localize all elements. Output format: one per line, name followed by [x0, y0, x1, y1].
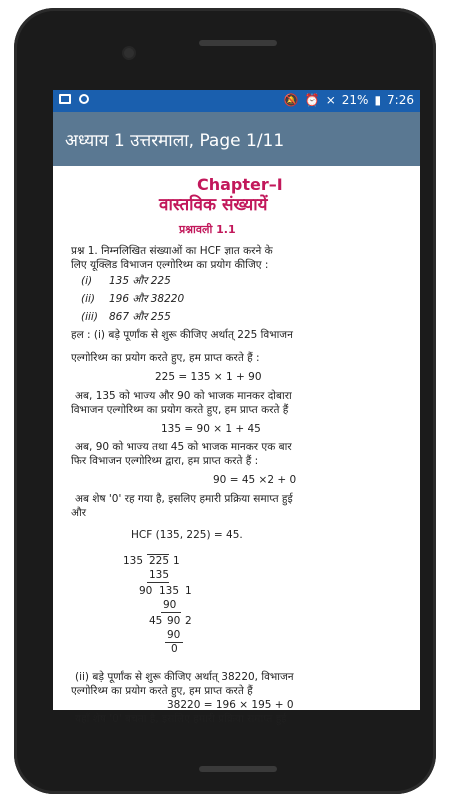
equation-3: 90 = 45 ×2 + 0	[213, 474, 297, 486]
division-divisor-1: 135	[123, 555, 144, 567]
equation-2: 135 = 90 × 1 + 45	[161, 423, 261, 435]
bottom-speaker	[199, 766, 277, 772]
circle-icon	[79, 94, 89, 104]
screen	[53, 90, 420, 725]
solution-ii-line2: एल्गोरिथ्म का प्रयोग करते हुए, हम प्राप्त करते हैं	[71, 685, 253, 697]
solution-line7: अब शेष '0' रह गया है, इसलिए हमारी प्रक्रिया समाप्त हुई	[75, 493, 293, 505]
solution-line3: अब, 135 को भाज्य और 90 को भाजक मानकर दोबारा	[75, 390, 292, 402]
division-divisor-2: 90	[139, 585, 153, 597]
image-icon	[59, 94, 71, 104]
division-quotient-1: 1	[173, 555, 180, 567]
q1-ii: 196 और 38220	[109, 293, 185, 305]
division-step-1: 135	[149, 569, 170, 581]
battery-percent: 21%	[341, 93, 369, 107]
front-camera	[124, 48, 134, 58]
scanned-page	[63, 175, 410, 725]
battery-icon: ▮	[374, 93, 382, 107]
chapter-title: वास्तविक संख्यायें	[159, 195, 268, 215]
division-step-2: 90	[163, 599, 177, 611]
equation-1: 225 = 135 × 1 + 90	[155, 371, 262, 383]
solution-line1: हल : (i) बड़े पूर्णांक से शुरू कीजिए अर्थात् 225 विभाजन	[71, 329, 293, 341]
q1-line1: प्रश्न 1. निम्नलिखित संख्याओं का HCF ज्ञात करने के	[71, 245, 273, 257]
division-quotient-2: 1	[185, 585, 192, 597]
division-dividend-2: 135	[159, 585, 180, 597]
no-signal-icon: ⨯	[325, 93, 336, 107]
q1-iii: 867 और 255	[109, 311, 171, 323]
division-divisor-3: 45	[149, 615, 163, 627]
solution-line4: विभाजन एल्गोरिथ्म का प्रयोग करते हुए, हम प्राप्त करते हैं	[71, 404, 289, 416]
q1-iii-label: (iii)	[81, 311, 98, 323]
q1-i-label: (i)	[81, 275, 93, 287]
solution-line6: फिर विभाजन एल्गोरिथ्म द्वारा, हम प्राप्त करते हैं :	[71, 455, 259, 467]
division-bar-1	[147, 554, 169, 555]
division-dividend-3: 90	[167, 615, 181, 627]
solution-ii-line1: (ii) बड़े पूर्णांक से शुरू कीजिए अर्थात् 38220, विभाजन	[75, 671, 294, 683]
mute-icon: 🔕	[283, 93, 299, 107]
status-bar	[53, 90, 420, 112]
document-page[interactable]	[63, 175, 410, 725]
division-dividend-1: 225	[149, 555, 170, 567]
q1-line2: लिए यूक्लिड विभाजन एल्गोरिथ्म का प्रयोग कीजिए :	[71, 259, 269, 271]
solution-line8: और	[71, 507, 87, 519]
division-remainder: 0	[171, 643, 178, 655]
app-bar	[53, 112, 420, 166]
q1-i: 135 और 225	[109, 275, 171, 287]
chapter-heading: Chapter–I	[197, 175, 283, 194]
solution-ii-line3: यहाँ शेष '0' बचता है, इसलिए हमारी प्रक्रिया समाप्त हुई	[75, 713, 287, 725]
clock: 7:26	[387, 93, 414, 107]
division-step-3: 90	[167, 629, 181, 641]
division-quotient-3: 2	[185, 615, 192, 627]
division-bar-3	[161, 612, 181, 613]
alarm-icon: ⏰	[304, 93, 320, 107]
solution-line5: अब, 90 को भाज्य तथा 45 को भाजक मानकर एक बार	[75, 441, 292, 453]
q1-ii-label: (ii)	[81, 293, 96, 305]
earpiece-speaker	[199, 40, 277, 46]
equation-4: 38220 = 196 × 195 + 0	[167, 699, 294, 711]
exercise-heading: प्रश्नावली 1.1	[179, 223, 236, 236]
solution-line2: एल्गोरिथ्म का प्रयोग करते हुए, हम प्राप्त करते हैं :	[71, 352, 260, 364]
page-title: अध्याय 1 उत्तरमाला, Page 1/11	[65, 131, 285, 151]
hcf-result: HCF (135, 225) = 45.	[131, 529, 243, 541]
division-bar-2	[147, 582, 169, 583]
